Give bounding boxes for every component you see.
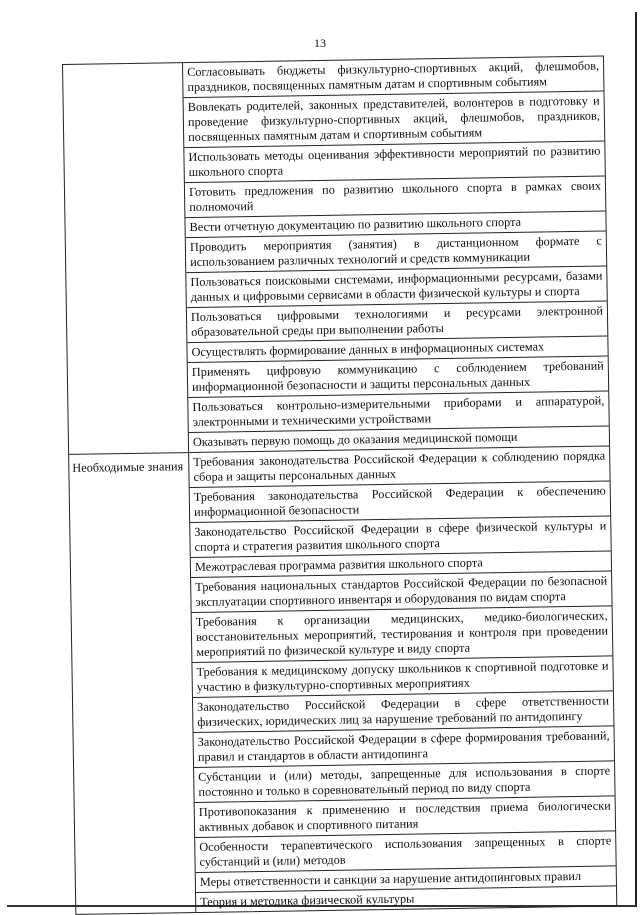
requirement-cell: Требования законодательства Российской Федерации к соблюдению порядка сбора и защиты персональных данных (189, 446, 609, 488)
requirement-cell: Требования к организации медицинских, медико-биологических, восстановительных мероприятий, тестирования и контроля при проведении мероприятий по физической культуре и виду спорта (192, 606, 613, 663)
requirement-cell: Противопоказания к применению и последствия приема биологически активных добавок и спортивного питания (195, 796, 615, 838)
requirement-cell: Законодательство Российской Федерации в сфере ответственности физических, юридических лиц за нарушение требований по антидопингу (193, 691, 613, 733)
requirement-cell: Требования законодательства Российской Федерации к обеспечению информационной безопасности (190, 481, 610, 523)
requirement-cell: Особенности терапевтического использования запрещенных в спорте субстанций и (или) методов (195, 831, 615, 873)
requirement-cell: Пользоваться цифровыми технологиями и ресурсами электронной образовательной среды при выполнении работы (187, 301, 607, 343)
requirement-cell: Требования национальных стандартов Российской Федерации по безопасной эксплуатации спортивного инвентаря и оборудования по видам спорта (191, 571, 611, 613)
requirement-cell: Использовать методы оценивания эффективности мероприятий по развитию школьного спорта (184, 141, 604, 183)
requirement-cell: Субстанции и (или) методы, запрещенные для использования в спорте постоянно и только в соревновательный период по виду спорта (194, 761, 614, 803)
requirement-cell: Осуществлять формирование данных в информационных системах (187, 336, 607, 363)
requirement-cell: Пользоваться контрольно-измерительными приборами и аппаратурой, электронными и техническими устройствами (188, 391, 608, 433)
requirement-cell: Применять цифровую коммуникацию с соблюдением требований информационной безопасности и защиты персональных данных (188, 356, 608, 398)
requirement-cell: Теория и методика физической культуры (200, 891, 415, 909)
requirements-table (62, 55, 617, 914)
requirement-cell: Законодательство Российской Федерации в сфере формирования требований, правил и стандартов в области антидопинга (194, 726, 614, 768)
requirement-cell: Законодательство Российской Федерации в сфере физической культуры и спорта и стратегия развития школьного спорта (190, 516, 610, 558)
requirement-cell: Вовлекать родителей, законных представителей, волонтеров в подготовку и проведение физкультурно-спортивных акций, флешмобов, праздников, посвященных памятным датам и спортивным событиям (184, 91, 605, 148)
skills-label-cell (63, 63, 188, 455)
label-column (63, 63, 196, 914)
requirement-cell: Вести отчетную документацию по развитию школьного спорта (185, 211, 605, 238)
requirement-cell: Оказывать первую помощь до оказания медицинской помощи (189, 426, 609, 453)
requirement-cell: Проводить мероприятия (занятия) в дистанционном формате с использованием различных технологий и средств коммуникации (186, 231, 606, 273)
content-column (183, 57, 616, 912)
requirement-cell: Требования к медицинскому допуску школьников к спортивной подготовке и участию в физкультурно-спортивных мероприятиях (192, 656, 612, 698)
requirement-cell: Готовить предложения по развитию школьного спорта в рамках своих полномочий (185, 176, 605, 218)
requirement-cell: Пользоваться поисковыми системами, информационными ресурсами, базами данных и цифровыми сервисами в области физической культуры и спорта (186, 266, 606, 308)
knowledge-label-cell: Необходимые знания (72, 459, 184, 475)
requirement-cell: Межотраслевая программа развития школьного спорта (191, 551, 611, 578)
requirement-cell: Согласовывать бюджеты физкультурно-спортивных акций, флешмобов, праздников, посвященных памятным датам и спортивным событиям (183, 57, 603, 99)
requirement-cell: Меры ответственности и санкции за нарушение антидопинговых правил (196, 866, 616, 893)
page-number: 13 (314, 36, 326, 50)
